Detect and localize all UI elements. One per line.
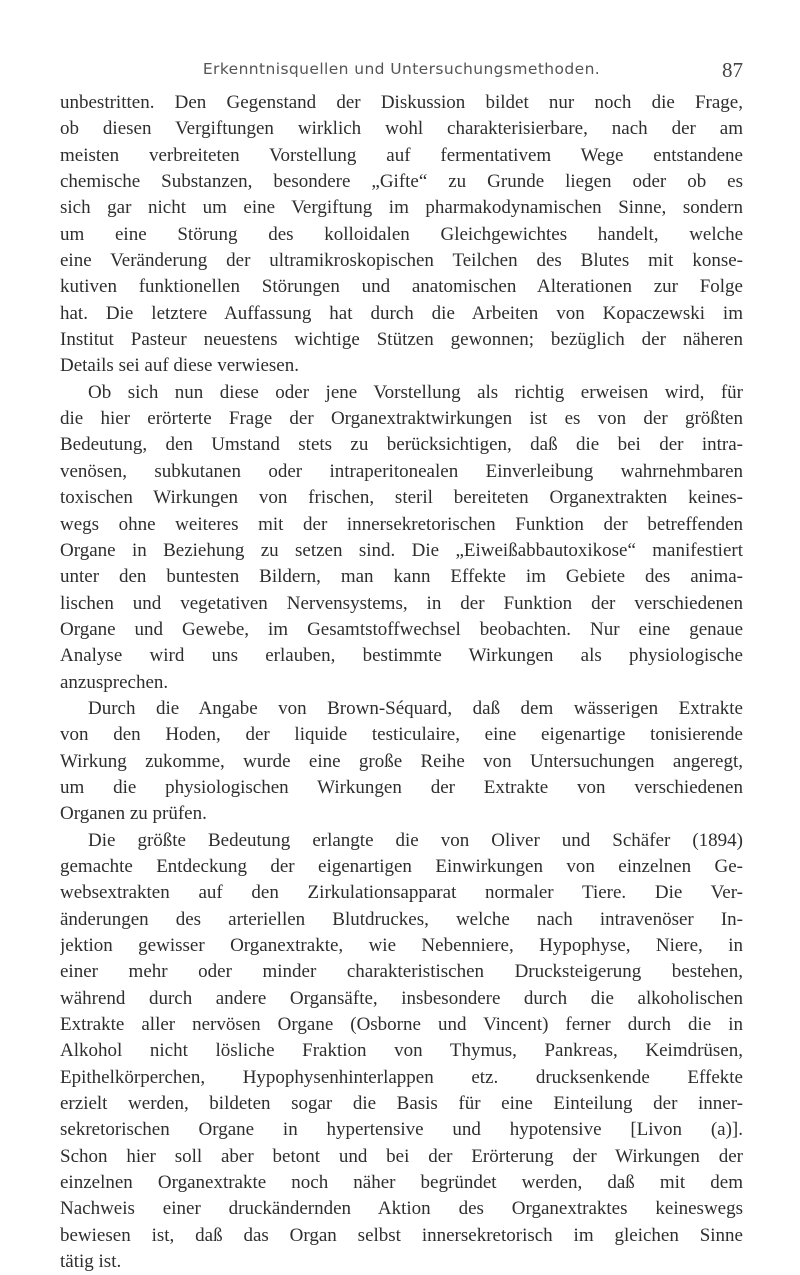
page-number: 87 bbox=[722, 58, 743, 82]
text-line: änderungen des arteriellen Blutdruckes, welche nach intravenöser In- bbox=[60, 908, 743, 930]
text-line: sich gar nicht um eine Vergiftung im pharmakodynamischen Sinne, sondern bbox=[60, 197, 743, 219]
text-line: einer mehr oder minder charakteristischen Drucksteigerung bestehen, bbox=[60, 961, 743, 983]
text-line: Wirkung zukomme, wurde eine große Reihe von Untersuchungen angeregt, bbox=[60, 750, 743, 772]
running-title: Erkenntnisquellen und Untersuchungsmethoden. bbox=[202, 60, 601, 78]
text-line: gemachte Entdeckung der eigenartigen Einwirkungen von einzelnen Ge- bbox=[60, 855, 743, 877]
text-line: die hier erörterte Frage der Organextraktwirkungen ist es von der größten bbox=[60, 408, 743, 430]
text-line: Analyse wird uns erlauben, bestimmte Wirkungen als physiologische bbox=[60, 645, 743, 667]
text-line: bewiesen ist, daß das Organ selbst innersekretorisch im gleichen Sinne bbox=[60, 1224, 743, 1246]
text-line: lischen und vegetativen Nervensystems, in der Funktion der verschiedenen bbox=[60, 592, 743, 614]
text-line: Organen zu prüfen. bbox=[60, 803, 207, 825]
text-line: venösen, subkutanen oder intraperitonealen Einverleibung wahrnehmbaren bbox=[60, 460, 743, 482]
text-line: um eine Störung des kolloidalen Gleichgewichtes handelt, welche bbox=[60, 223, 743, 245]
text-line: Epithelkörperchen, Hypophysenhinterlappen etz. drucksenkende Effekte bbox=[60, 1066, 743, 1088]
text-line: jektion gewisser Organextrakte, wie Nebenniere, Hypophyse, Niere, in bbox=[60, 935, 743, 956]
text-line: Organe und Gewebe, im Gesamtstoffwechsel beobachten. Nur eine genaue bbox=[60, 618, 743, 640]
text-line: eine Veränderung der ultramikroskopischen Teilchen des Blutes mit konse- bbox=[60, 250, 743, 272]
text-line: chemische Substanzen, besondere „Gifte“ zu Grunde liegen oder ob es bbox=[60, 171, 743, 193]
text-line: erzielt werden, bildeten sogar die Basis für eine Einteilung der inner- bbox=[60, 1093, 743, 1115]
body-text bbox=[60, 90, 743, 1275]
text-line: sekretorischen Organe in hypertensive und hypotensive [Livon (a)]. bbox=[60, 1119, 743, 1141]
text-line: Alkohol nicht lösliche Fraktion von Thymus, Pankreas, Keimdrüsen, bbox=[60, 1040, 743, 1062]
text-line: Durch die Angabe von Brown-Séquard, daß dem wässerigen Extrakte bbox=[88, 697, 743, 719]
text-line: Extrakte aller nervösen Organe (Osborne und Vincent) ferner durch die in bbox=[60, 1014, 743, 1036]
text-line: Die größte Bedeutung erlangte die von Oliver und Schäfer (1894) bbox=[88, 829, 743, 851]
text-line: tätig ist. bbox=[60, 1251, 122, 1273]
text-line: hat. Die letztere Auffassung hat durch die Arbeiten von Kopaczewski im bbox=[60, 302, 743, 324]
text-line: websextrakten auf den Zirkulationsapparat normaler Tiere. Die Ver- bbox=[60, 882, 743, 904]
text-line: toxischen Wirkungen von frischen, steril bereiteten Organextrakten keines- bbox=[60, 487, 743, 509]
text-line: einzelnen Organextrakte noch näher begründet werden, daß mit dem bbox=[60, 1172, 743, 1194]
text-line: Institut Pasteur neuestens wichtige Stützen gewonnen; bezüglich der näheren bbox=[60, 329, 743, 351]
text-line: Details sei auf diese verwiesen. bbox=[60, 355, 299, 377]
text-line: während durch andere Organsäfte, insbesondere durch die alkoholischen bbox=[60, 987, 743, 1009]
text-line: Bedeutung, den Umstand stets zu berücksichtigen, daß die bei der intra- bbox=[60, 434, 743, 456]
text-line: um die physiologischen Wirkungen der Extrakte von verschiedenen bbox=[60, 776, 743, 798]
text-line: ob diesen Vergiftungen wirklich wohl charakterisierbare, nach der am bbox=[60, 118, 743, 140]
text-line: meisten verbreiteten Vorstellung auf fermentativem Wege entstandene bbox=[60, 144, 743, 166]
text-line: unter den buntesten Bildern, man kann Effekte im Gebiete des anima- bbox=[60, 566, 743, 588]
text-line: kutiven funktionellen Störungen und anatomischen Alterationen zur Folge bbox=[60, 276, 743, 298]
text-line: von den Hoden, der liquide testiculaire, eine eigenartige tonisierende bbox=[60, 724, 743, 746]
text-line: unbestritten. Den Gegenstand der Diskussion bildet nur noch die Frage, bbox=[60, 92, 743, 113]
text-line: wegs ohne weiteres mit der innersekretorischen Funktion der betreffenden bbox=[60, 513, 743, 535]
running-head bbox=[60, 58, 743, 84]
text-line: Ob sich nun diese oder jene Vorstellung als richtig erweisen wird, für bbox=[88, 381, 743, 403]
text-line: Organe in Beziehung zu setzen sind. Die „Eiweißabbautoxikose“ manifestiert bbox=[60, 539, 743, 561]
text-line: anzusprechen. bbox=[60, 671, 169, 693]
text-line: Schon hier soll aber betont und bei der Erörterung der Wirkungen der bbox=[60, 1145, 743, 1167]
text-line: Nachweis einer druckändernden Aktion des Organextraktes keineswegs bbox=[60, 1198, 743, 1220]
